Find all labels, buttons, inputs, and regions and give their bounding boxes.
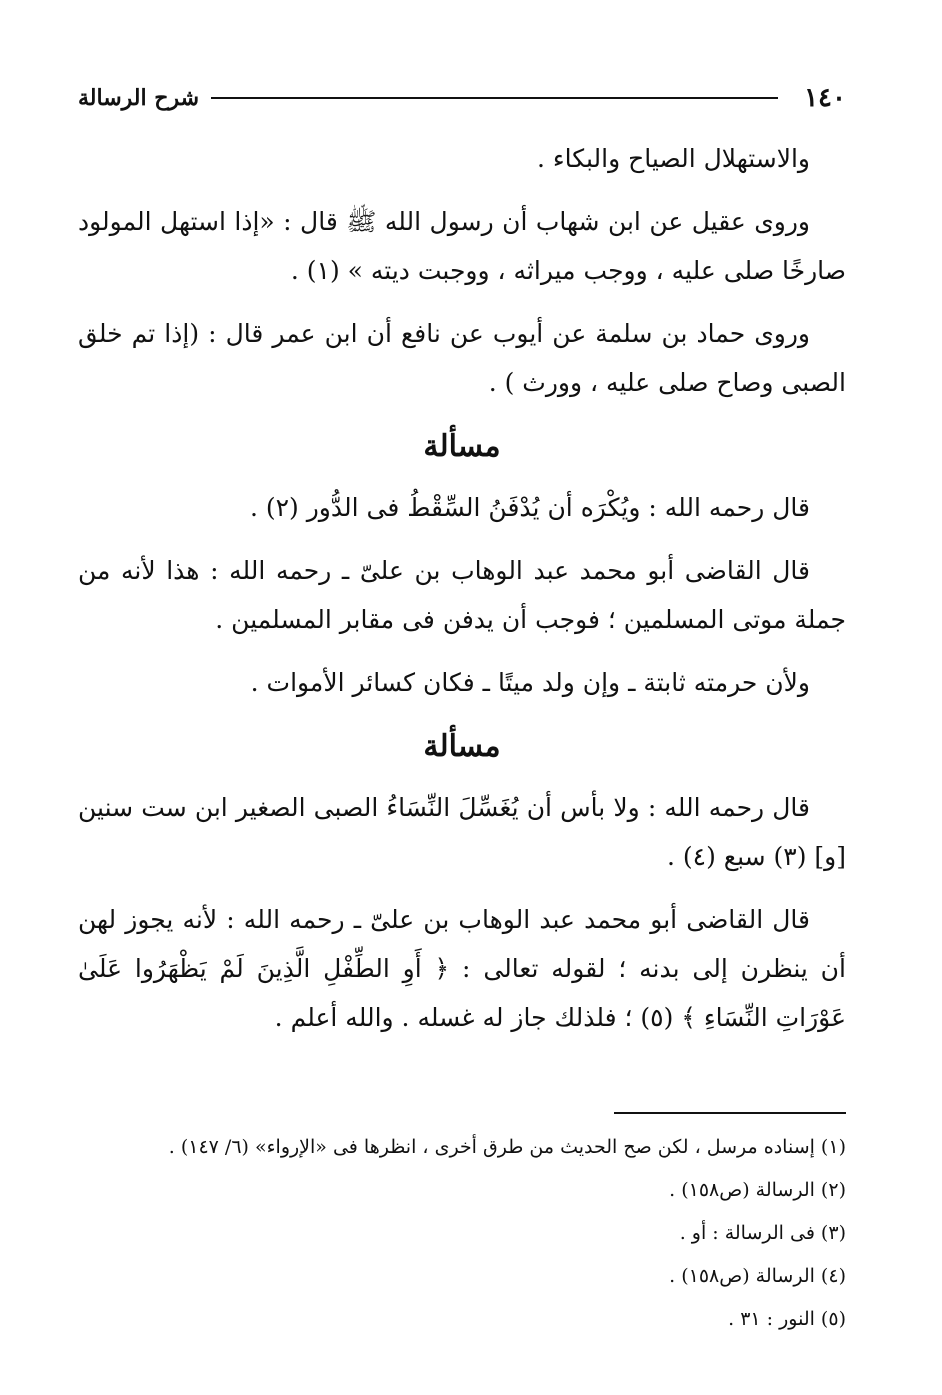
footnote-4: (٤) الرسالة (ص١٥٨) .: [669, 1265, 846, 1287]
paragraph-1: والاستهلال الصياح والبكاء .: [536, 144, 810, 173]
book-page: [78, 78, 846, 1368]
footnote-rule: [614, 1112, 846, 1114]
header-rule: [211, 97, 778, 99]
page-number: ١٤٠: [804, 83, 846, 113]
paragraph-3: وروى حماد بن سلمة عن أيوب عن نافع أن ابن عمر قال : (إذا تم خلق الصبى وصاح صلى عليه ، وورث ) .: [78, 319, 846, 397]
footnote-5: (٥) النور : ٣١ .: [728, 1308, 846, 1330]
page-header: [78, 78, 846, 118]
paragraph-8: قال القاضى أبو محمد عبد الوهاب بن علىّ ـ رحمه الله : لأنه يجوز لهن أن ينظرن إلى بدنه ؛ لقوله تعالى : ﴿ أَوِ الطِّفْلِ الَّذِينَ لَمْ يَظْهَرُوا عَلَىٰ عَوْرَاتِ النِّسَاءِ ﴾ (٥) ؛ فلذلك جاز له غسله . والله أعلم .: [78, 905, 846, 1032]
paragraph-5: قال القاضى أبو محمد عبد الوهاب بن علىّ ـ رحمه الله : هذا لأنه من جملة موتى المسلمين ؛ فوجب أن يدفن فى مقابر المسلمين .: [78, 556, 846, 634]
footnote-2: (٢) الرسالة (ص١٥٨) .: [669, 1179, 846, 1201]
main-text: [78, 134, 846, 1056]
paragraph-7: قال رحمه الله : ولا بأس أن يُغَسِّلَ النِّسَاءُ الصبى الصغير ابن ست سنين [و] (٣) سبع (٤) .: [78, 793, 846, 871]
footnote-3: (٣) فى الرسالة : أو .: [679, 1222, 846, 1244]
section-heading-2: مسألة: [423, 729, 501, 764]
section-heading-1: مسألة: [423, 429, 501, 464]
paragraph-4: قال رحمه الله : ويُكْرَه أن يُدْفَنُ السِّقْطُ فى الدُّور (٢) .: [249, 493, 810, 522]
footnote-1: (١) إسناده مرسل ، لكن صح الحديث من طرق أخرى ، انظرها فى «الإرواء» (٦/ ١٤٧) .: [168, 1136, 846, 1158]
footnotes: [78, 1126, 846, 1341]
running-title: شرح الرسالة: [78, 85, 200, 111]
paragraph-2: وروى عقيل عن ابن شهاب أن رسول الله ﷺ قال : «إذا استهل المولود صارخًا صلى عليه ، ووجب ميراثه ، ووجبت ديته » (١) .: [78, 207, 846, 285]
paragraph-6: ولأن حرمته ثابتة ـ وإن ولد ميتًا ـ فكان كسائر الأموات .: [250, 668, 810, 697]
